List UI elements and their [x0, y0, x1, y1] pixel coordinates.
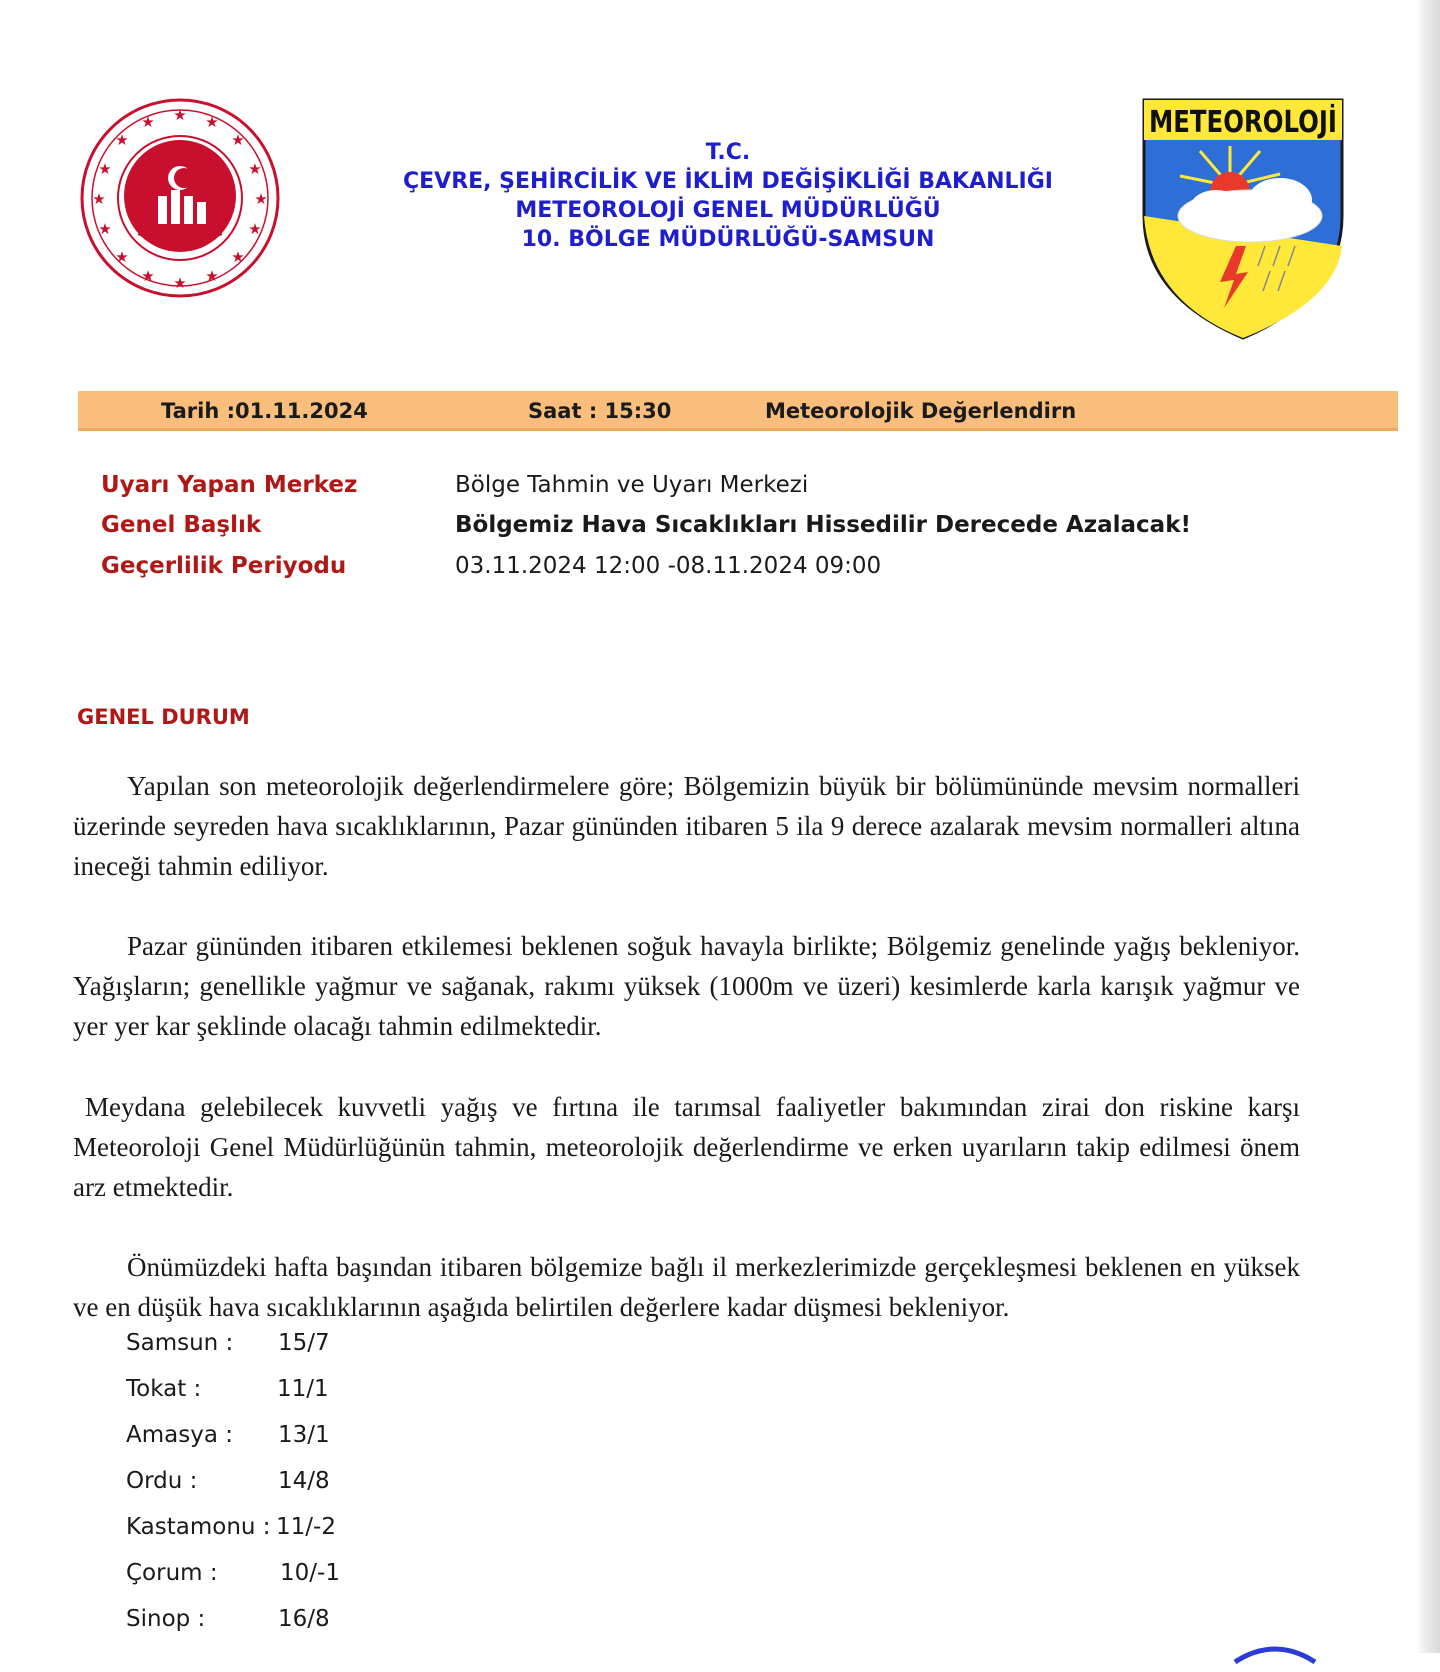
- general-title-label: Genel Başlık: [101, 512, 262, 538]
- paragraph-2: Pazar gününden itibaren etkilemesi beklenen soğuk havayla birlikte; Bölgemiz genelinde yağış bekleniyor. Yağışların; genellikle yağmur ve sağanak, rakımı yüksek (1000m ve üzeri) kesimlerde karla karışık yağmur ve yer yer kar şeklinde olacağı tahmin edilmektedir.: [73, 931, 1300, 1041]
- svg-text:★: ★: [173, 274, 187, 292]
- header-ministry: ÇEVRE, ŞEHİRCİLİK VE İKLİM DEĞİŞİKLİĞİ BAKANLIĞI: [403, 169, 1053, 194]
- list-item: [126, 1422, 426, 1452]
- svg-text:★: ★: [205, 113, 219, 131]
- temperature-value: 10/-1: [280, 1560, 340, 1586]
- list-item: [126, 1606, 426, 1636]
- report-type: Meteorolojik Değerlendirn: [765, 399, 1077, 423]
- city-name: Samsun :: [126, 1330, 234, 1356]
- svg-text:★: ★: [115, 131, 129, 149]
- partial-seal-edge: [1230, 1642, 1320, 1672]
- general-title-value: Bölgemiz Hava Sıcaklıkları Hissedilir Derecede Azalacak!: [455, 512, 1191, 538]
- ministry-emblem: [78, 96, 282, 300]
- list-item: [126, 1514, 426, 1544]
- document-header: [360, 138, 1096, 254]
- svg-text:★: ★: [231, 131, 245, 149]
- temperature-value: 11/-2: [276, 1514, 336, 1540]
- validity-period-label: Geçerlilik Periyodu: [101, 553, 347, 579]
- header-tc: T.C.: [705, 140, 751, 165]
- report-date: Tarih :01.11.2024: [161, 399, 368, 423]
- validity-period-value: 03.11.2024 12:00 -08.11.2024 09:00: [455, 553, 882, 579]
- warning-center-label: Uyarı Yapan Merkez: [101, 472, 358, 498]
- report-time: Saat : 15:30: [528, 399, 672, 423]
- list-item: [126, 1468, 426, 1498]
- section-title: GENEL DURUM: [77, 705, 250, 729]
- info-bar: [78, 391, 1398, 431]
- paragraph-4: Önümüzdeki hafta başından itibaren bölgemize bağlı il merkezlerimizde gerçekleşmesi beklenen en yüksek ve en düşük hava sıcaklıklarının aşağıda belirtilen değerlere kadar düşmesi bekleniyor.: [73, 1252, 1300, 1322]
- city-name: Sinop :: [126, 1606, 206, 1632]
- svg-text:★: ★: [141, 113, 155, 131]
- city-name: Amasya :: [126, 1422, 233, 1448]
- city-name: Tokat :: [126, 1376, 202, 1402]
- svg-text:★: ★: [248, 220, 262, 238]
- meteoroloji-shield-logo: [1140, 96, 1381, 340]
- svg-text:★: ★: [254, 190, 268, 208]
- header-regional-office: 10. BÖLGE MÜDÜRLÜĞÜ-SAMSUN: [521, 227, 935, 252]
- svg-text:★: ★: [248, 160, 262, 178]
- temperature-value: 16/8: [278, 1606, 330, 1632]
- list-item: [126, 1376, 426, 1406]
- list-item: [126, 1330, 426, 1360]
- svg-text:★: ★: [98, 220, 112, 238]
- svg-text:★: ★: [231, 248, 245, 266]
- paragraph-1: Yapılan son meteorolojik değerlendirmelere göre; Bölgemizin büyük bir bölümününde mevsim normalleri üzerinde seyreden hava sıcaklıklarının, Pazar gününden itibaren 5 ila 9 derece azalarak mevsim normalleri altına ineceği tahmin ediliyor.: [73, 771, 1300, 881]
- warning-center-value: Bölge Tahmin ve Uyarı Merkezi: [455, 472, 809, 498]
- list-item: [126, 1560, 426, 1590]
- temperature-value: 13/1: [278, 1422, 330, 1448]
- svg-text:★: ★: [173, 106, 187, 124]
- svg-text:★: ★: [98, 160, 112, 178]
- city-name: Çorum :: [126, 1560, 218, 1586]
- page-edge-shadow: [1416, 0, 1440, 1653]
- city-name: Kastamonu :: [126, 1514, 271, 1540]
- temperature-value: 15/7: [278, 1330, 330, 1356]
- svg-text:★: ★: [141, 267, 155, 285]
- temperature-value: 14/8: [278, 1468, 330, 1494]
- header-directorate: METEOROLOJİ GENEL MÜDÜRLÜĞÜ: [515, 198, 941, 223]
- svg-text:★: ★: [92, 190, 106, 208]
- svg-text:★: ★: [115, 248, 129, 266]
- svg-text:★: ★: [205, 267, 219, 285]
- paragraph-3: Meydana gelebilecek kuvvetli yağış ve fırtına ile tarımsal faaliyetler bakımından zirai don riskine karşı Meteoroloji Genel Müdürlüğünün tahmin, meteorolojik değerlendirme ve erken uyarıların takip edilmesi önem arz etmektedir.: [73, 1092, 1300, 1202]
- city-name: Ordu :: [126, 1468, 198, 1494]
- temperature-value: 11/1: [277, 1376, 329, 1402]
- meteoroloji-logo-text: METEOROLOJİ: [1149, 105, 1381, 140]
